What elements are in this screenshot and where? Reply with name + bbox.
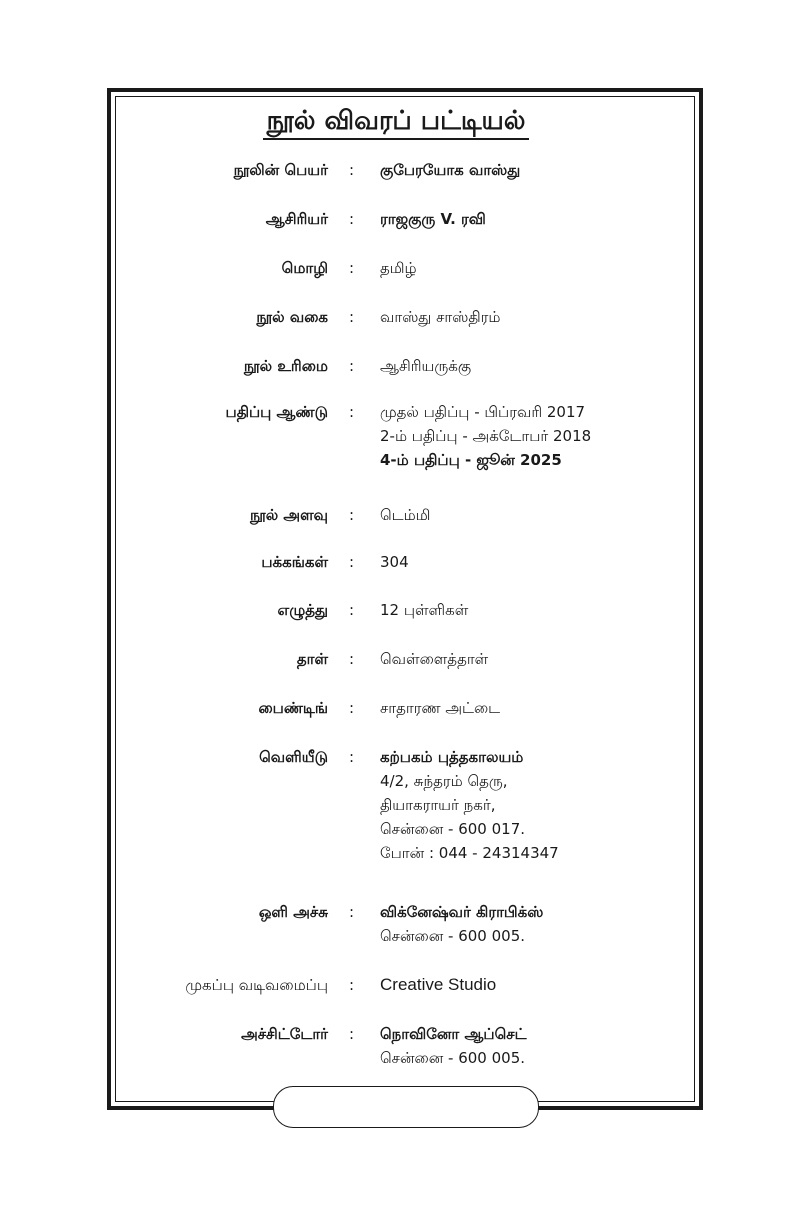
colon: : [349, 259, 355, 277]
value-font [380, 598, 680, 622]
value-typesetting [380, 900, 680, 948]
value-line: விக்னேஷ்வர் கிராபிக்ஸ் [380, 903, 544, 921]
value-line: குபேரயோக வாஸ்து [380, 161, 521, 179]
colon: : [349, 748, 355, 766]
value-line: போன் : 044 - 24314347 [380, 844, 559, 862]
value-line: ராஜகுரு V. ரவி [380, 210, 486, 228]
value-pages [380, 550, 680, 574]
value-author [380, 207, 680, 231]
colon: : [349, 357, 355, 375]
value-line: Creative Studio [380, 975, 497, 994]
colon: : [349, 1025, 355, 1043]
value-line: கற்பகம் புத்தகாலயம் [380, 748, 524, 766]
colon: : [349, 210, 355, 228]
value-book-name [380, 158, 680, 182]
label-book-size: நூல் அளவு [250, 506, 328, 524]
label-edition: பதிப்பு ஆண்டு [225, 403, 328, 421]
label-font: எழுத்து [277, 601, 328, 619]
colon: : [349, 403, 355, 421]
label-publisher: வெளியீடு [259, 748, 328, 766]
page-title [0, 104, 792, 138]
label-book-type: நூல் வகை [256, 308, 328, 326]
colon: : [349, 161, 355, 179]
value-line: சென்னை - 600 005. [380, 1049, 526, 1067]
value-line: தியாகராயர் நகர், [380, 796, 496, 814]
value-line: 304 [380, 553, 409, 571]
label-typesetting: ஒளி அச்சு [258, 903, 328, 921]
colon: : [349, 553, 355, 571]
colon: : [349, 506, 355, 524]
colon: : [349, 650, 355, 668]
label-binding: பைண்டிங் [258, 699, 328, 717]
value-line: நொவினோ ஆப்செட் [380, 1025, 527, 1043]
value-line: வெள்ளைத்தாள் [380, 650, 489, 668]
value-line: 12 புள்ளிகள் [380, 601, 469, 619]
value-line: ஆசிரியருக்கு [380, 357, 472, 375]
value-book-type [380, 305, 680, 329]
value-line: 4/2, சுந்தரம் தெரு, [380, 772, 508, 790]
colon: : [349, 699, 355, 717]
value-paper [380, 647, 680, 671]
value-line: முதல் பதிப்பு - பிப்ரவரி 2017 [380, 403, 586, 421]
label-printer: அச்சிட்டோர் [241, 1025, 328, 1043]
label-cover-design: முகப்பு வடிவமைப்பு [185, 976, 328, 994]
value-line: சென்னை - 600 005. [380, 927, 526, 945]
value-book-size [380, 503, 680, 527]
value-edition [380, 400, 680, 472]
value-line: 4-ம் பதிப்பு - ஜூன் 2025 [380, 451, 562, 469]
value-line: சாதாரண அட்டை [380, 699, 501, 717]
value-line: தமிழ் [380, 259, 417, 277]
label-author: ஆசிரியர் [265, 210, 328, 228]
value-language [380, 256, 680, 280]
label-paper: தாள் [296, 650, 328, 668]
colon: : [349, 308, 355, 326]
colon: : [349, 903, 355, 921]
value-copyright [380, 354, 680, 378]
value-line: 2-ம் பதிப்பு - அக்டோபர் 2018 [380, 427, 592, 445]
value-cover-design [380, 973, 680, 997]
value-line: வாஸ்து சாஸ்திரம் [380, 308, 501, 326]
colon: : [349, 601, 355, 619]
label-book-name: நூலின் பெயர் [233, 161, 328, 179]
label-copyright: நூல் உரிமை [243, 357, 328, 375]
value-printer [380, 1022, 680, 1070]
label-pages: பக்கங்கள் [261, 553, 328, 571]
bottom-rounded-tab [273, 1086, 539, 1128]
value-line: சென்னை - 600 017. [380, 820, 526, 838]
value-binding [380, 696, 680, 720]
label-language: மொழி [281, 259, 328, 277]
value-line: டெம்மி [380, 506, 431, 524]
page-title-text: நூல் விவரப் பட்டியல் [263, 106, 530, 140]
value-publisher [380, 745, 680, 865]
colon: : [349, 976, 355, 994]
